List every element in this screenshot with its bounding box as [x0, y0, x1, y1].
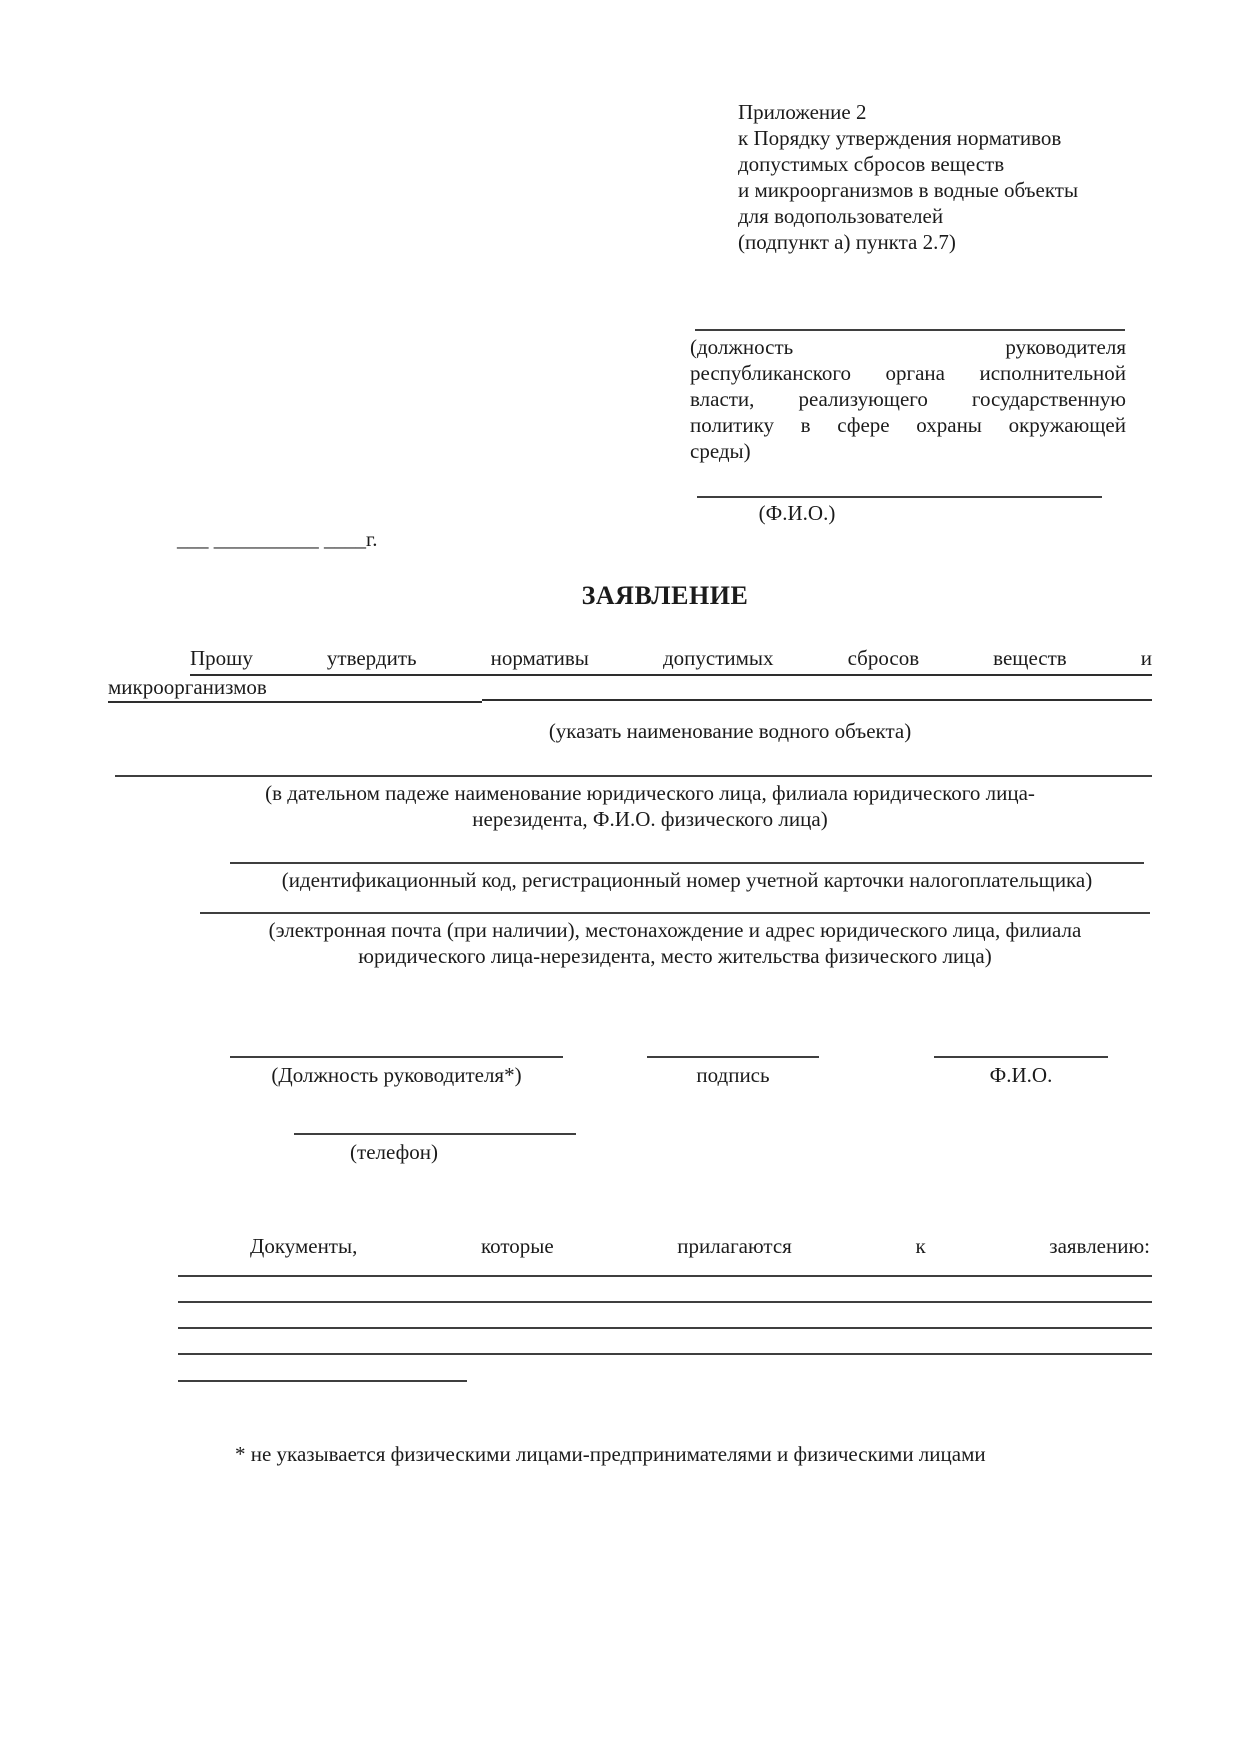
official-caption-line: власти, реализующего государственную — [690, 387, 1126, 411]
contact-caption-line: (электронная почта (при наличии), местонахождение и адрес юридического лица, филиала — [268, 918, 1082, 942]
official-caption-line: республиканского органа исполнительной — [690, 361, 1126, 385]
document-list-line — [178, 1275, 1152, 1277]
contact-caption-line: юридического лица-нерезидента, место жительства физического лица) — [358, 944, 992, 968]
appendix-block — [738, 99, 1138, 255]
phone-caption: (телефон) — [350, 1140, 438, 1164]
documents-heading: Документы, которые прилагаются к заявлению: — [250, 1234, 1150, 1258]
signature-line — [647, 1056, 819, 1058]
tax-id-caption: (идентификационный код, регистрационный номер учетной карточки налогоплательщика) — [281, 868, 1093, 892]
date-line: ___ __________ ____г. — [177, 527, 378, 551]
official-position-caption — [690, 334, 1126, 464]
position-signature-line — [230, 1056, 563, 1058]
tax-id-field-line — [230, 862, 1144, 864]
request-blank-segment — [267, 674, 482, 703]
official-caption-line: (должность руководителя — [690, 335, 1126, 359]
request-line-1: Прошу утвердить нормативы допустимых сбросов веществ и — [190, 645, 1152, 676]
appendix-line: к Порядку утверждения нормативов — [738, 126, 1062, 150]
phone-field-line — [294, 1133, 576, 1135]
official-caption-line: среды) — [690, 439, 751, 463]
signature-caption: подпись — [696, 1063, 770, 1087]
appendix-line: для водопользователей — [738, 204, 944, 228]
appendix-line: и микроорганизмов в водные объекты — [738, 178, 1079, 202]
fio-signature-line — [934, 1056, 1108, 1058]
legal-name-caption-line: нерезидента, Ф.И.О. физического лица) — [472, 807, 828, 831]
footnote: * не указывается физическими лицами-предпринимателями и физическими лицами — [235, 1442, 986, 1466]
legal-name-caption-line: (в дательном падеже наименование юридического лица, филиала юридического лица- — [265, 781, 1035, 805]
water-object-caption: (указать наименование водного объекта) — [548, 719, 912, 743]
document-list-line — [178, 1353, 1152, 1355]
contact-caption — [200, 917, 1150, 969]
official-fio-caption: (Ф.И.О.) — [758, 501, 836, 525]
appendix-line: допустимых сбросов веществ — [738, 152, 1005, 176]
official-position-field-line — [695, 329, 1125, 331]
official-caption-line: политику в сфере охраны окружающей — [690, 413, 1126, 437]
document-title — [108, 581, 1152, 611]
contact-field-line — [200, 912, 1150, 914]
legal-name-field-line — [115, 775, 1152, 777]
request-blank-segment — [482, 674, 1152, 701]
document-list-line — [178, 1327, 1152, 1329]
appendix-line: (подпункт а) пункта 2.7) — [738, 230, 956, 254]
document-list-line-short — [178, 1380, 467, 1382]
position-caption: (Должность руководителя*) — [271, 1063, 522, 1087]
signature-fio-caption: Ф.И.О. — [989, 1063, 1053, 1087]
legal-name-caption — [148, 780, 1152, 832]
request-line-2-word: микроорганизмов — [108, 674, 267, 703]
document-list-line — [178, 1301, 1152, 1303]
official-fio-field-line — [697, 496, 1102, 498]
request-line-2 — [108, 674, 1152, 703]
document-title-text: ЗАЯВЛЕНИЕ — [581, 581, 749, 610]
appendix-line: Приложение 2 — [738, 100, 867, 124]
